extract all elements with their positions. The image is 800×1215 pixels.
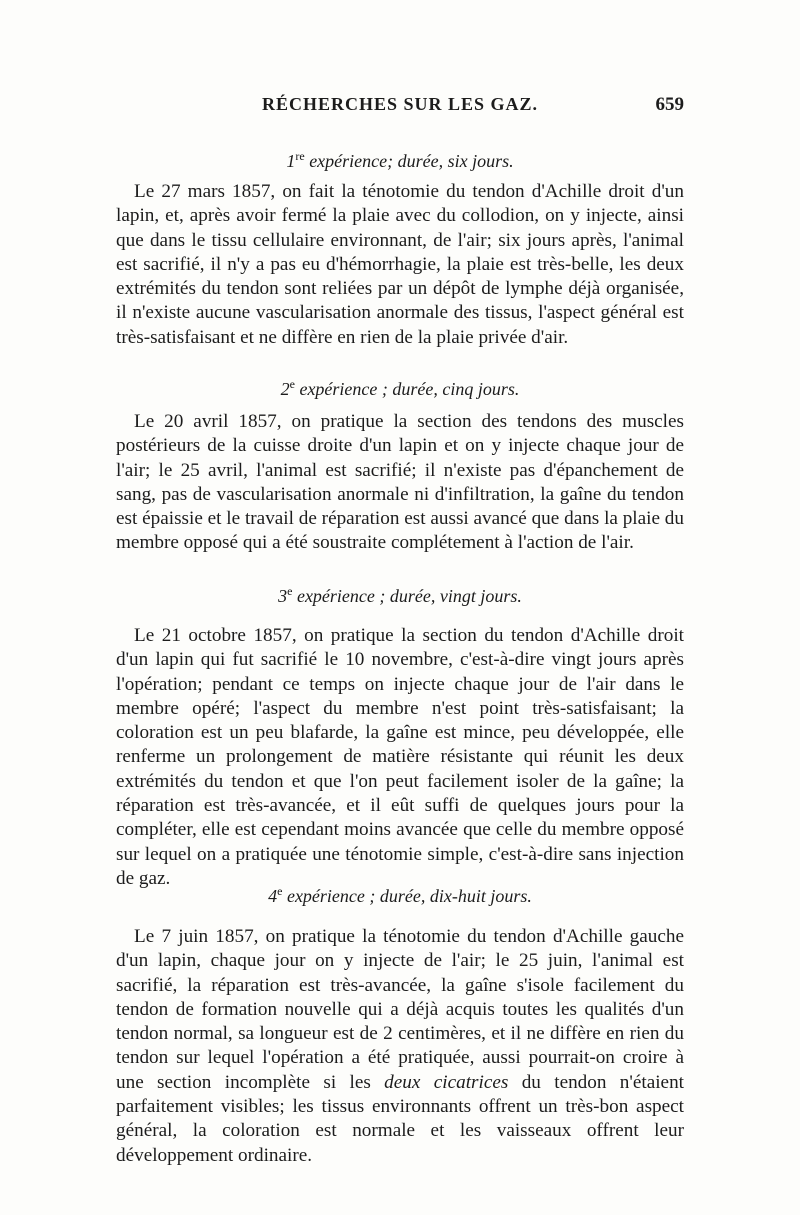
running-title: RÉCHERCHES SUR LES GAZ.	[261, 94, 539, 114]
experiment-3-body	[116, 624, 684, 891]
experiment-1-heading	[116, 149, 684, 172]
experiment-label: expérience ; durée, vingt jours.	[296, 586, 522, 606]
experiment-2-body	[116, 410, 684, 556]
experiment-number: 4	[268, 886, 278, 906]
experiment-1-body	[116, 180, 684, 350]
italic-phrase: deux cicatrices	[384, 1071, 509, 1093]
paragraph-text: du tendon n'étaient parfaitement visibles; les tissus environnants offrent un très-bon aspect général, la coloration est normale et les vaisseaux offrent leur développement ordinaire.	[116, 1071, 684, 1166]
experiment-4-heading	[116, 884, 684, 907]
ordinal-suffix: e	[289, 377, 295, 391]
experiment-number: 1	[286, 151, 296, 171]
experiment-2-heading	[116, 377, 684, 400]
running-head	[116, 94, 684, 124]
paragraph: Le 27 mars 1857, on fait la ténotomie du tendon d'Achille droit d'un lapin, et, après avoir fermé la plaie avec du collodion, on y injecte, ainsi que dans le tissu cellulaire environnant, de l'air; six jours après, l'animal est sacrifié, il n'y a pas eu d'hémorrhagie, la plaie est très-belle, les deux extrémités du tendon sont reliées par un dépôt de lymphe déjà organisée, il n'existe aucune vascularisation anormale des tissus, l'aspect général est très-satisfaisant et ne diffère en rien de la plaie privée d'air.	[116, 181, 684, 348]
experiment-label: expérience ; durée, cinq jours.	[299, 379, 520, 399]
ordinal-suffix: e	[287, 584, 293, 598]
experiment-number: 2	[280, 379, 290, 399]
ordinal-suffix: e	[277, 884, 283, 898]
paragraph	[116, 925, 684, 1168]
experiment-number: 3	[278, 586, 288, 606]
page-number: 659	[655, 94, 684, 115]
ordinal-suffix: re	[295, 149, 305, 163]
experiment-label: expérience; durée, six jours.	[309, 151, 514, 171]
experiment-3-heading	[116, 584, 684, 607]
paragraph: Le 21 octobre 1857, on pratique la section du tendon d'Achille droit d'un lapin qui fut sacrifié le 10 novembre, c'est-à-dire vingt jours après l'opération; pendant ce temps on injecte chaque jour de l'air dans le membre opéré; l'aspect du membre n'est point très-satisfaisant; la coloration est un peu blafarde, la gaîne est mince, peu développée, elle renferme un prolongement de matière résistante qui réunit les deux extrémités du tendon et que l'on peut facilement isoler de la gaîne; la réparation est très-avancée, et il eût suffi de quelques jours pour la compléter, elle est cependant moins avancée que celle du membre opposé sur lequel on a pratiquée une ténotomie simple, c'est-à-dire sans injection de gaz.	[116, 625, 684, 889]
paragraph: Le 20 avril 1857, on pratique la section des tendons des muscles postérieurs de la cuisse droite d'un lapin et on y injecte chaque jour de l'air; le 25 avril, l'animal est sacrifié; il n'existe pas d'épanchement de sang, pas de vascularisation anormale ni d'infiltration, la gaîne du tendon est épaissie et le travail de réparation est aussi avancé que dans la plaie du membre opposé qui a été soustraite complétement à l'action de l'air.	[116, 411, 684, 554]
experiment-4-body	[116, 925, 684, 1168]
experiment-label: expérience ; durée, dix-huit jours.	[286, 886, 532, 906]
paragraph-text: Le 7 juin 1857, on pratique la ténotomie du tendon d'Achille gauche d'un lapin, chaque jour on y injecte de l'air; le 25 juin, l'animal est sacrifié, la réparation est très-avancée, la gaîne s'isole facilement du tendon de formation nouvelle qui a déjà acquis toutes les qualités d'un tendon normal, sa longueur est de 2 centimères, et il ne diffère en rien du tendon sur lequel l'opération a été pratiquée, aussi pourrait-on croire à une section incomplète si les	[116, 926, 684, 1093]
